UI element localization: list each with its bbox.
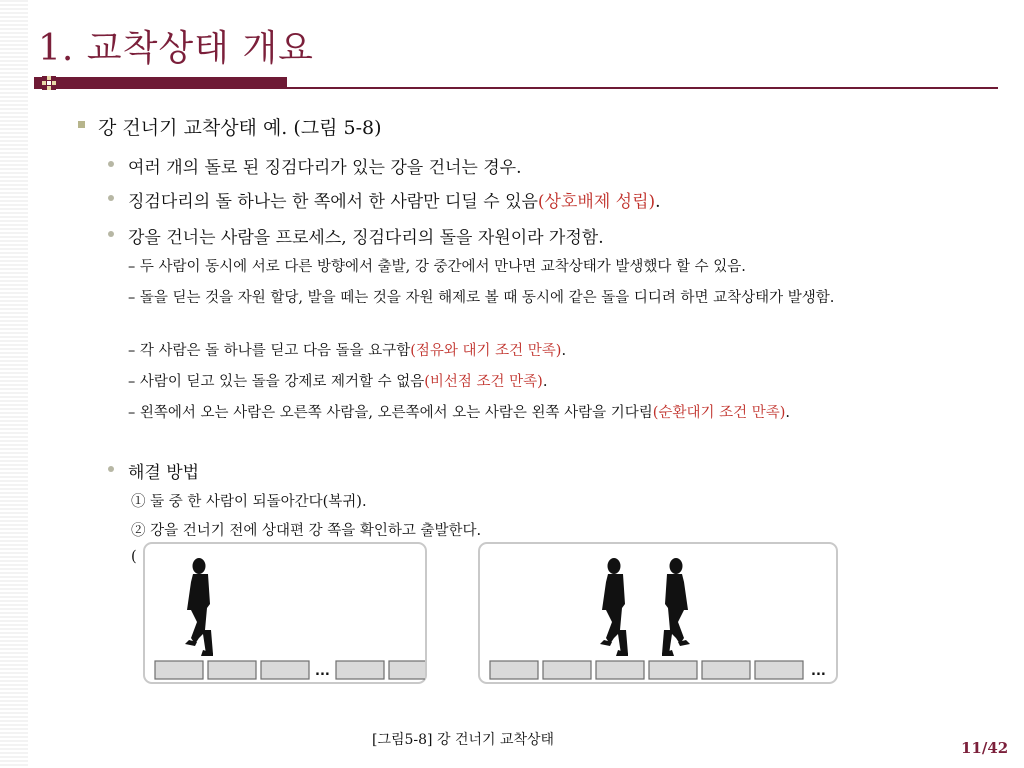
sub-list-item (128, 371, 980, 393)
list-item (128, 223, 604, 248)
dot-bullet-icon (108, 195, 114, 201)
sub-list-item (128, 340, 980, 362)
list-item-text: 여러 개의 돌로 된 징검다리가 있는 강을 건너는 경우. (128, 158, 522, 178)
sub-item-text: – 돌을 딛는 것을 자원 할당, 발을 떼는 것을 자원 해제로 볼 때 동시에 같은 돌을 디디려 하면 교착상태가 발생함. (128, 290, 835, 306)
sub-list-item (128, 256, 980, 278)
bullet-heading (98, 113, 382, 140)
slide-title: 1. 교착상태 개요 (38, 28, 314, 69)
sub-item-text: – 왼쪽에서 오는 사람은 오른쪽 사람을, 오른쪽에서 오는 사람은 왼쪽 사람을 기다림 (128, 405, 653, 421)
list-item-tail: . (655, 192, 661, 212)
title-underline-thin (287, 87, 998, 89)
decorative-stripes (0, 0, 28, 768)
ellipsis-text: ... (811, 664, 826, 679)
sub-item-tail: . (785, 405, 790, 421)
list-item-text: 해결 방법 (128, 463, 200, 483)
sub-list-item (128, 402, 980, 424)
figure-panel-left (143, 542, 427, 684)
sub-item-text: – 사람이 딛고 있는 돌을 강제로 제거할 수 없음 (128, 374, 425, 390)
walking-person-icon (600, 558, 628, 656)
figure-panel-right (478, 542, 838, 684)
stepping-stones (490, 661, 803, 679)
list-item (128, 458, 199, 483)
dot-bullet-icon (108, 466, 114, 472)
solution-step: ② 강을 건너기 전에 상대편 강 쪽을 확인하고 출발한다. (131, 523, 482, 539)
list-item (128, 153, 522, 178)
title-underline-thick (34, 77, 287, 89)
sub-item-emphasis: (점유와 대기 조건 만족) (410, 343, 562, 359)
dot-bullet-icon (108, 161, 114, 167)
bullet-heading-text: 강 건너기 교착상태 예. (그림 5-8) (98, 117, 382, 139)
sub-item-tail: . (561, 343, 567, 359)
figure-caption: [그림5-8] 강 건너기 교착상태 (372, 732, 555, 748)
sub-item-tail: . (542, 374, 548, 390)
list-item-text: 징검다리의 돌 하나는 한 쪽에서 한 사람만 디딜 수 있음 (128, 192, 538, 212)
square-bullet-icon (78, 121, 85, 128)
sub-item-emphasis: (순환대기 조건 만족) (652, 405, 786, 421)
sub-item-text: – 두 사람이 동시에 서로 다른 방향에서 출발, 강 중간에서 만나면 교착상태가 발생했다 할 수 있음. (128, 259, 746, 275)
walking-person-icon (662, 558, 690, 656)
ornament-icon (42, 76, 56, 90)
sub-item-emphasis: (비선점 조건 만족) (424, 374, 543, 390)
solution-step: ① 둘 중 한 사람이 되돌아간다(복귀). (131, 494, 367, 510)
stepping-stones (155, 661, 425, 679)
ellipsis-text: ... (315, 664, 330, 679)
walking-person-icon (185, 558, 213, 656)
sub-list-item (128, 287, 980, 309)
list-item-text: 강을 건너는 사람을 프로세스, 징검다리의 돌을 자원이라 가정함. (128, 228, 604, 248)
solution-step: ( (131, 549, 137, 565)
list-item-emphasis: (상호배제 성립) (537, 192, 656, 212)
list-item (128, 187, 661, 212)
sub-item-text: – 각 사람은 돌 하나를 딛고 다음 돌을 요구함 (128, 343, 411, 359)
dot-bullet-icon (108, 231, 114, 237)
page-number: 11/42 (961, 739, 1009, 757)
